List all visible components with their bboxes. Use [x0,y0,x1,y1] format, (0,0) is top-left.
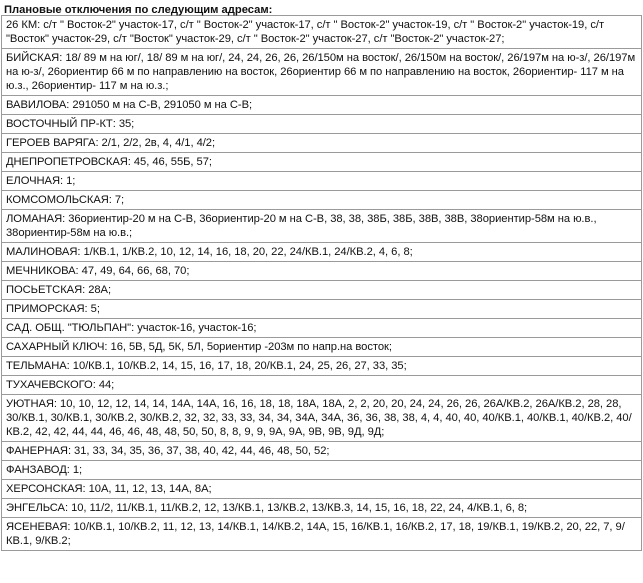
table-row [2,96,642,115]
table-row [2,338,642,357]
notice-heading: Плановые отключения по следующим адресам: [4,4,273,16]
table-row [2,134,642,153]
address-cell: САХАРНЫЙ КЛЮЧ: 16, 5В, 5Д, 5К, 5Л, 5ориентир -203м по напр.на восток; [2,338,642,357]
address-cell: ЯСЕНЕВАЯ: 10/КВ.1, 10/КВ.2, 11, 12, 13, 14/КВ.1, 14/КВ.2, 14А, 15, 16/КВ.1, 16/КВ.2, 17, 18, 19/КВ.1, 19/КВ.2, 20, 22, 7, 9/КВ.1, 9/КВ.2; [2,518,642,551]
address-cell: УЮТНАЯ: 10, 10, 12, 12, 14, 14, 14А, 14А, 16, 16, 18, 18, 18А, 18А, 2, 2, 20, 20, 24, 24, 26, 26, 26А/КВ.2, 26А/КВ.2, 28, 28, 30/КВ.1, 30/КВ.1, 30/КВ.2, 30/КВ.2, 32, 32, 33, 33, 34, 34, 34А, 34А, 36, 36, 38, 38, 4, 4, 40, 40, 40/КВ.1, 40/КВ.1, 40/КВ.2, 40/КВ.2, 42, 42, 44, 44, 46, 46, 48, 48, 50, 50, 8, 8, 9, 9, 9А, 9А, 9В, 9В, 9Д, 9Д; [2,395,642,442]
address-cell: ПРИМОРСКАЯ: 5; [2,300,642,319]
table-row [2,357,642,376]
address-cell: ТУХАЧЕВСКОГО: 44; [2,376,642,395]
table-row [2,153,642,172]
address-cell: ФАНЗАВОД: 1; [2,461,642,480]
table-row [2,191,642,210]
table-row [2,461,642,480]
address-cell: ДНЕПРОПЕТРОВСКАЯ: 45, 46, 55Б, 57; [2,153,642,172]
table-row [2,442,642,461]
table-row [2,49,642,96]
address-cell: ЭНГЕЛЬСА: 10, 11/2, 11/КВ.1, 11/КВ.2, 12, 13/КВ.1, 13/КВ.2, 13/КВ.3, 14, 15, 16, 18, 22, 24, 4/КВ.1, 6, 8; [2,499,642,518]
table-row [2,300,642,319]
table-row [2,16,642,49]
address-cell: МАЛИНОВАЯ: 1/КВ.1, 1/КВ.2, 10, 12, 14, 16, 18, 20, 22, 24/КВ.1, 24/КВ.2, 4, 6, 8; [2,243,642,262]
table-row [2,480,642,499]
address-cell: 26 КМ: с/т " Восток-2" участок-17, с/т " Восток-2" участок-17, с/т " Восток-2" участок-19, с/т " Восток-2" участок-19, с/т "Восток" участок-29, с/т "Восток" участок-29, с/т " Восток-2" участок-27, с/т "Восток-2" участок-27; [2,16,642,49]
table-row [2,281,642,300]
address-table [1,15,642,551]
table-row [2,115,642,134]
table-row [2,262,642,281]
table-row [2,172,642,191]
address-cell: ВОСТОЧНЫЙ ПР-КТ: 35; [2,115,642,134]
address-cell: САД. ОБЩ. "ТЮЛЬПАН": участок-16, участок-16; [2,319,642,338]
table-row [2,319,642,338]
address-cell: ПОСЬЕТСКАЯ: 28А; [2,281,642,300]
address-cell: ГЕРОЕВ ВАРЯГА: 2/1, 2/2, 2в, 4, 4/1, 4/2; [2,134,642,153]
table-row [2,210,642,243]
address-cell: МЕЧНИКОВА: 47, 49, 64, 66, 68, 70; [2,262,642,281]
address-cell: ЕЛОЧНАЯ: 1; [2,172,642,191]
table-row [2,376,642,395]
table-row [2,499,642,518]
address-cell: ФАНЕРНАЯ: 31, 33, 34, 35, 36, 37, 38, 40, 42, 44, 46, 48, 50, 52; [2,442,642,461]
table-row [2,395,642,442]
address-cell: КОМСОМОЛЬСКАЯ: 7; [2,191,642,210]
address-cell: ВАВИЛОВА: 291050 м на С-В, 291050 м на С-В; [2,96,642,115]
address-cell: ЛОМАНАЯ: 36ориентир-20 м на С-В, 36ориентир-20 м на С-В, 38, 38, 38Б, 38Б, 38В, 38В, 38ориентир-58м на ю.в., 38ориентир-58м на ю.в.; [2,210,642,243]
address-cell: ХЕРСОНСКАЯ: 10А, 11, 12, 13, 14А, 8А; [2,480,642,499]
table-row [2,243,642,262]
table-row [2,518,642,551]
address-cell: ТЕЛЬМАНА: 10/КВ.1, 10/КВ.2, 14, 15, 16, 17, 18, 20/КВ.1, 24, 25, 26, 27, 33, 35; [2,357,642,376]
address-cell: БИЙСКАЯ: 18/ 89 м на юг/, 18/ 89 м на юг/, 24, 24, 26, 26, 26/150м на восток/, 26/150м на восток/, 26/197м на ю-з/, 26/197м на ю-з/, 26ориентир 66 м по направлению на восток, 26ориентир 66 м по направлению на восток, 26ориентир- 117 м на ю.з., 26ориентир- 117 м на ю.з.; [2,49,642,96]
